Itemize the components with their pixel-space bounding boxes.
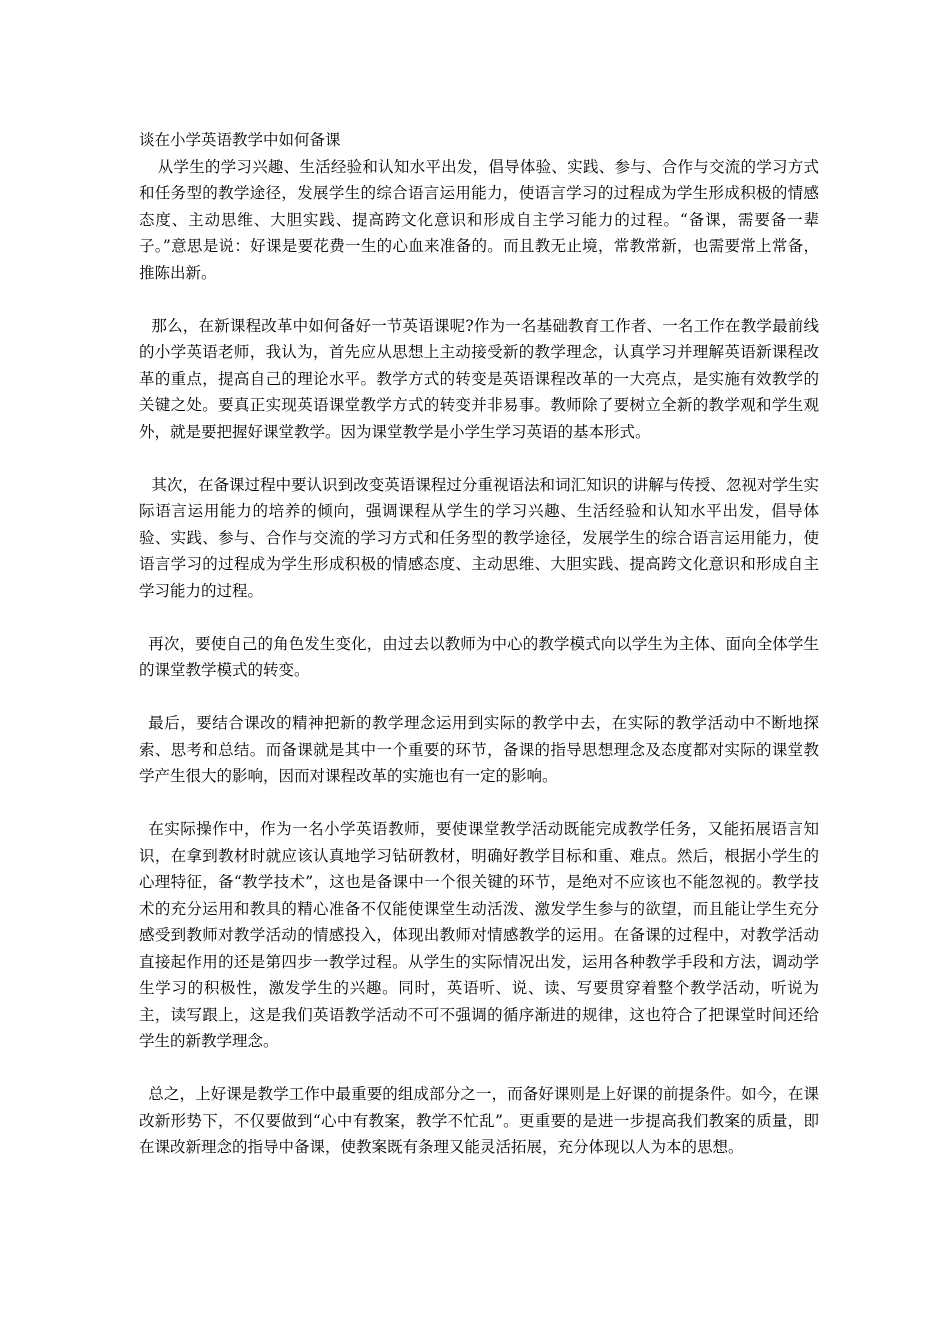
paragraph-first: 那么，在新课程改革中如何备好一节英语课呢?作为一名基础教育工作者、一名工作在教学最前线的小学英语老师，我认为，首先应从思想上主动接受新的教学理念，认真学习并理解英语新课程改革的重点，提高自己的理论水平。教学方式的转变是英语课程改革的一大亮点，是实施有效教学的关键之处。要真正实现英语课堂教学方式的转变并非易事。教师除了要树立全新的教学观和学生观外，就是要把握好课堂教学。因为课堂教学是小学生学习英语的基本形式。: [139, 316, 819, 441]
paragraph-second: 其次，在备课过程中要认识到改变英语课程过分重视语法和词汇知识的讲解与传授、忽视对学生实际语言运用能力的培养的倾向，强调课程从学生的学习兴趣、生活经验和认知水平出发，倡导体验、实践、参与、合作与交流的学习方式和任务型的教学途径，发展学生的综合语言运用能力，使语言学习的过程成为学生形成积极的情感态度、主动思维、大胆实践、提高跨文化意识和形成自主学习能力的过程。: [139, 475, 819, 600]
paragraph-conclusion: 总之，上好课是教学工作中最重要的组成部分之一，而备好课则是上好课的前提条件。如今，在课改新形势下，不仅要做到“心中有教案，教学不忙乱”。更重要的是进一步提高我们教案的质量，即在课改新理念的指导中备课，使教案既有条理又能灵活拓展，充分体现以人为本的思想。: [139, 1085, 819, 1156]
paragraph-third: 再次，要使自己的角色发生变化，由过去以教师为中心的教学模式向以学生为主体、面向全体学生的课堂教学模式的转变。: [139, 634, 819, 679]
paragraph-last-step: 最后，要结合课改的精神把新的教学理念运用到实际的教学中去，在实际的教学活动中不断地探索、思考和总结。而备课就是其中一个重要的环节，备课的指导思想理念及态度都对实际的课堂教学产生很大的影响，因而对课程改革的实施也有一定的影响。: [139, 714, 819, 785]
paragraph-practice: 在实际操作中，作为一名小学英语教师，要使课堂教学活动既能完成教学任务，又能拓展语言知识，在拿到教材时就应该认真地学习钻研教材，明确好教学目标和重、难点。然后，根据小学生的心理特征，备“教学技术”，这也是备课中一个很关键的环节，是绝对不应该也不能忽视的。教学技术的充分运用和教具的精心准备不仅能使课堂生动活泼、激发学生参与的欲望，而且能让学生充分感受到教师对教学活动的情感投入，体现出教师对情感教学的运用。在备课的过程中，对教学活动直接起作用的还是第四步一教学过程。从学生的实际情况出发，运用各种教学手段和方法，调动学生学习的积极性，激发学生的兴趣。同时，英语听、说、读、写要贯穿着整个教学活动，听说为主，读写跟上，这是我们英语教学活动不可不强调的循序渐进的规律，这也符合了把课堂时间还给学生的新教学理念。: [139, 820, 819, 1050]
document-page: [139, 127, 819, 1187]
paragraph-intro: 从学生的学习兴趣、生活经验和认知水平出发，倡导体验、实践、参与、合作与交流的学习方式和任务型的教学途径，发展学生的综合语言运用能力，使语言学习的过程成为学生形成积极的情感态度、主动思维、大胆实践、提高跨文化意识和形成自主学习能力的过程。“备课，需要备一辈子。”意思是说：好课是要花费一生的心血来准备的。而且教无止境，常教常新，也需要常上常备，推陈出新。: [139, 157, 819, 282]
document-title: 谈在小学英语教学中如何备课: [139, 131, 341, 149]
